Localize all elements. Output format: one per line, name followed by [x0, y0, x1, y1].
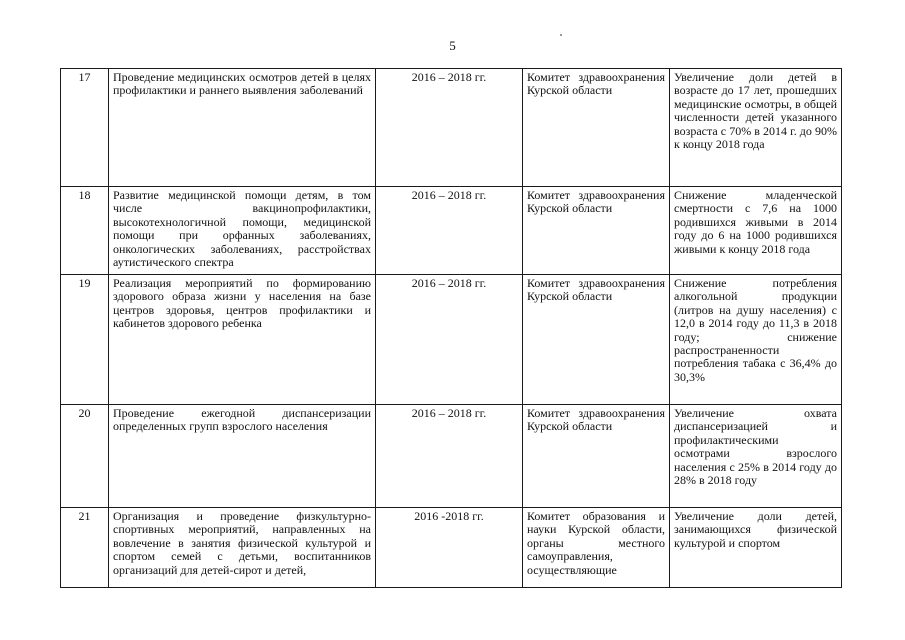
implementation-period: 2016 – 2018 гг. — [376, 275, 523, 405]
row-number: 19 — [61, 275, 109, 405]
table-row — [61, 69, 842, 187]
table-row — [61, 508, 842, 588]
expected-result: Увеличение доли детей в возрасте до 17 лет, прошедших медицинские осмотры, в общей численности детей указанного возраста с 70% в 2014 г. до 90% к концу 2018 года — [670, 69, 842, 187]
responsible-executor: Комитет здравоохранения Курской области — [523, 405, 670, 508]
expected-result: Увеличение доли детей, занимающихся физической культурой и спортом — [670, 508, 842, 588]
table-row — [61, 405, 842, 508]
expected-result: Снижение потребления алкогольной продукции (литров на душу населения) с 12,0 в 2014 году до 11,3 в 2018 году; снижение распространенности потребления табака с 36,4% до 30,3% — [670, 275, 842, 405]
row-number: 18 — [61, 187, 109, 275]
implementation-period: 2016 – 2018 гг. — [376, 405, 523, 508]
responsible-executor: Комитет здравоохранения Курской области — [523, 187, 670, 275]
responsible-executor: Комитет здравоохранения Курской области — [523, 275, 670, 405]
table-row — [61, 275, 842, 405]
expected-result: Снижение младенческой смертности с 7,6 на 1000 родившихся живыми в 2014 году до 6 на 1000 родившихся живыми к концу 2018 года — [670, 187, 842, 275]
implementation-period: 2016 -2018 гг. — [376, 508, 523, 588]
scan-artifact-dot — [560, 34, 562, 36]
action-plan-table — [60, 68, 842, 588]
page-number: 5 — [449, 38, 456, 53]
event-description: Реализация мероприятий по формированию здорового образа жизни у населения на базе центров здоровья, центров профилактики и кабинетов здорового ребенка — [109, 275, 376, 405]
implementation-period: 2016 – 2018 гг. — [376, 187, 523, 275]
implementation-period: 2016 – 2018 гг. — [376, 69, 523, 187]
responsible-executor: Комитет образования и науки Курской области, органы местного самоуправления, осуществляющие — [523, 508, 670, 588]
event-description: Развитие медицинской помощи детям, в том числе вакцинопрофилактики, высокотехнологичной помощи, медицинской помощи при орфанных заболеваниях, онкологических заболеваниях, расстройствах аутистического спектра — [109, 187, 376, 275]
table-row — [61, 187, 842, 275]
row-number: 17 — [61, 69, 109, 187]
event-description: Организация и проведение физкультурно-спортивных мероприятий, направленных на вовлечение в занятия физической культурой и спортом семей с детьми, воспитанников организаций для детей-сирот и детей, — [109, 508, 376, 588]
responsible-executor: Комитет здравоохранения Курской области — [523, 69, 670, 187]
event-description: Проведение медицинских осмотров детей в целях профилактики и раннего выявления заболеваний — [109, 69, 376, 187]
row-number: 20 — [61, 405, 109, 508]
row-number: 21 — [61, 508, 109, 588]
expected-result: Увеличение охвата диспансеризацией и профилактическими осмотрами взрослого населения с 25% в 2014 году до 28% в 2018 году — [670, 405, 842, 508]
event-description: Проведение ежегодной диспансеризации определенных групп взрослого населения — [109, 405, 376, 508]
